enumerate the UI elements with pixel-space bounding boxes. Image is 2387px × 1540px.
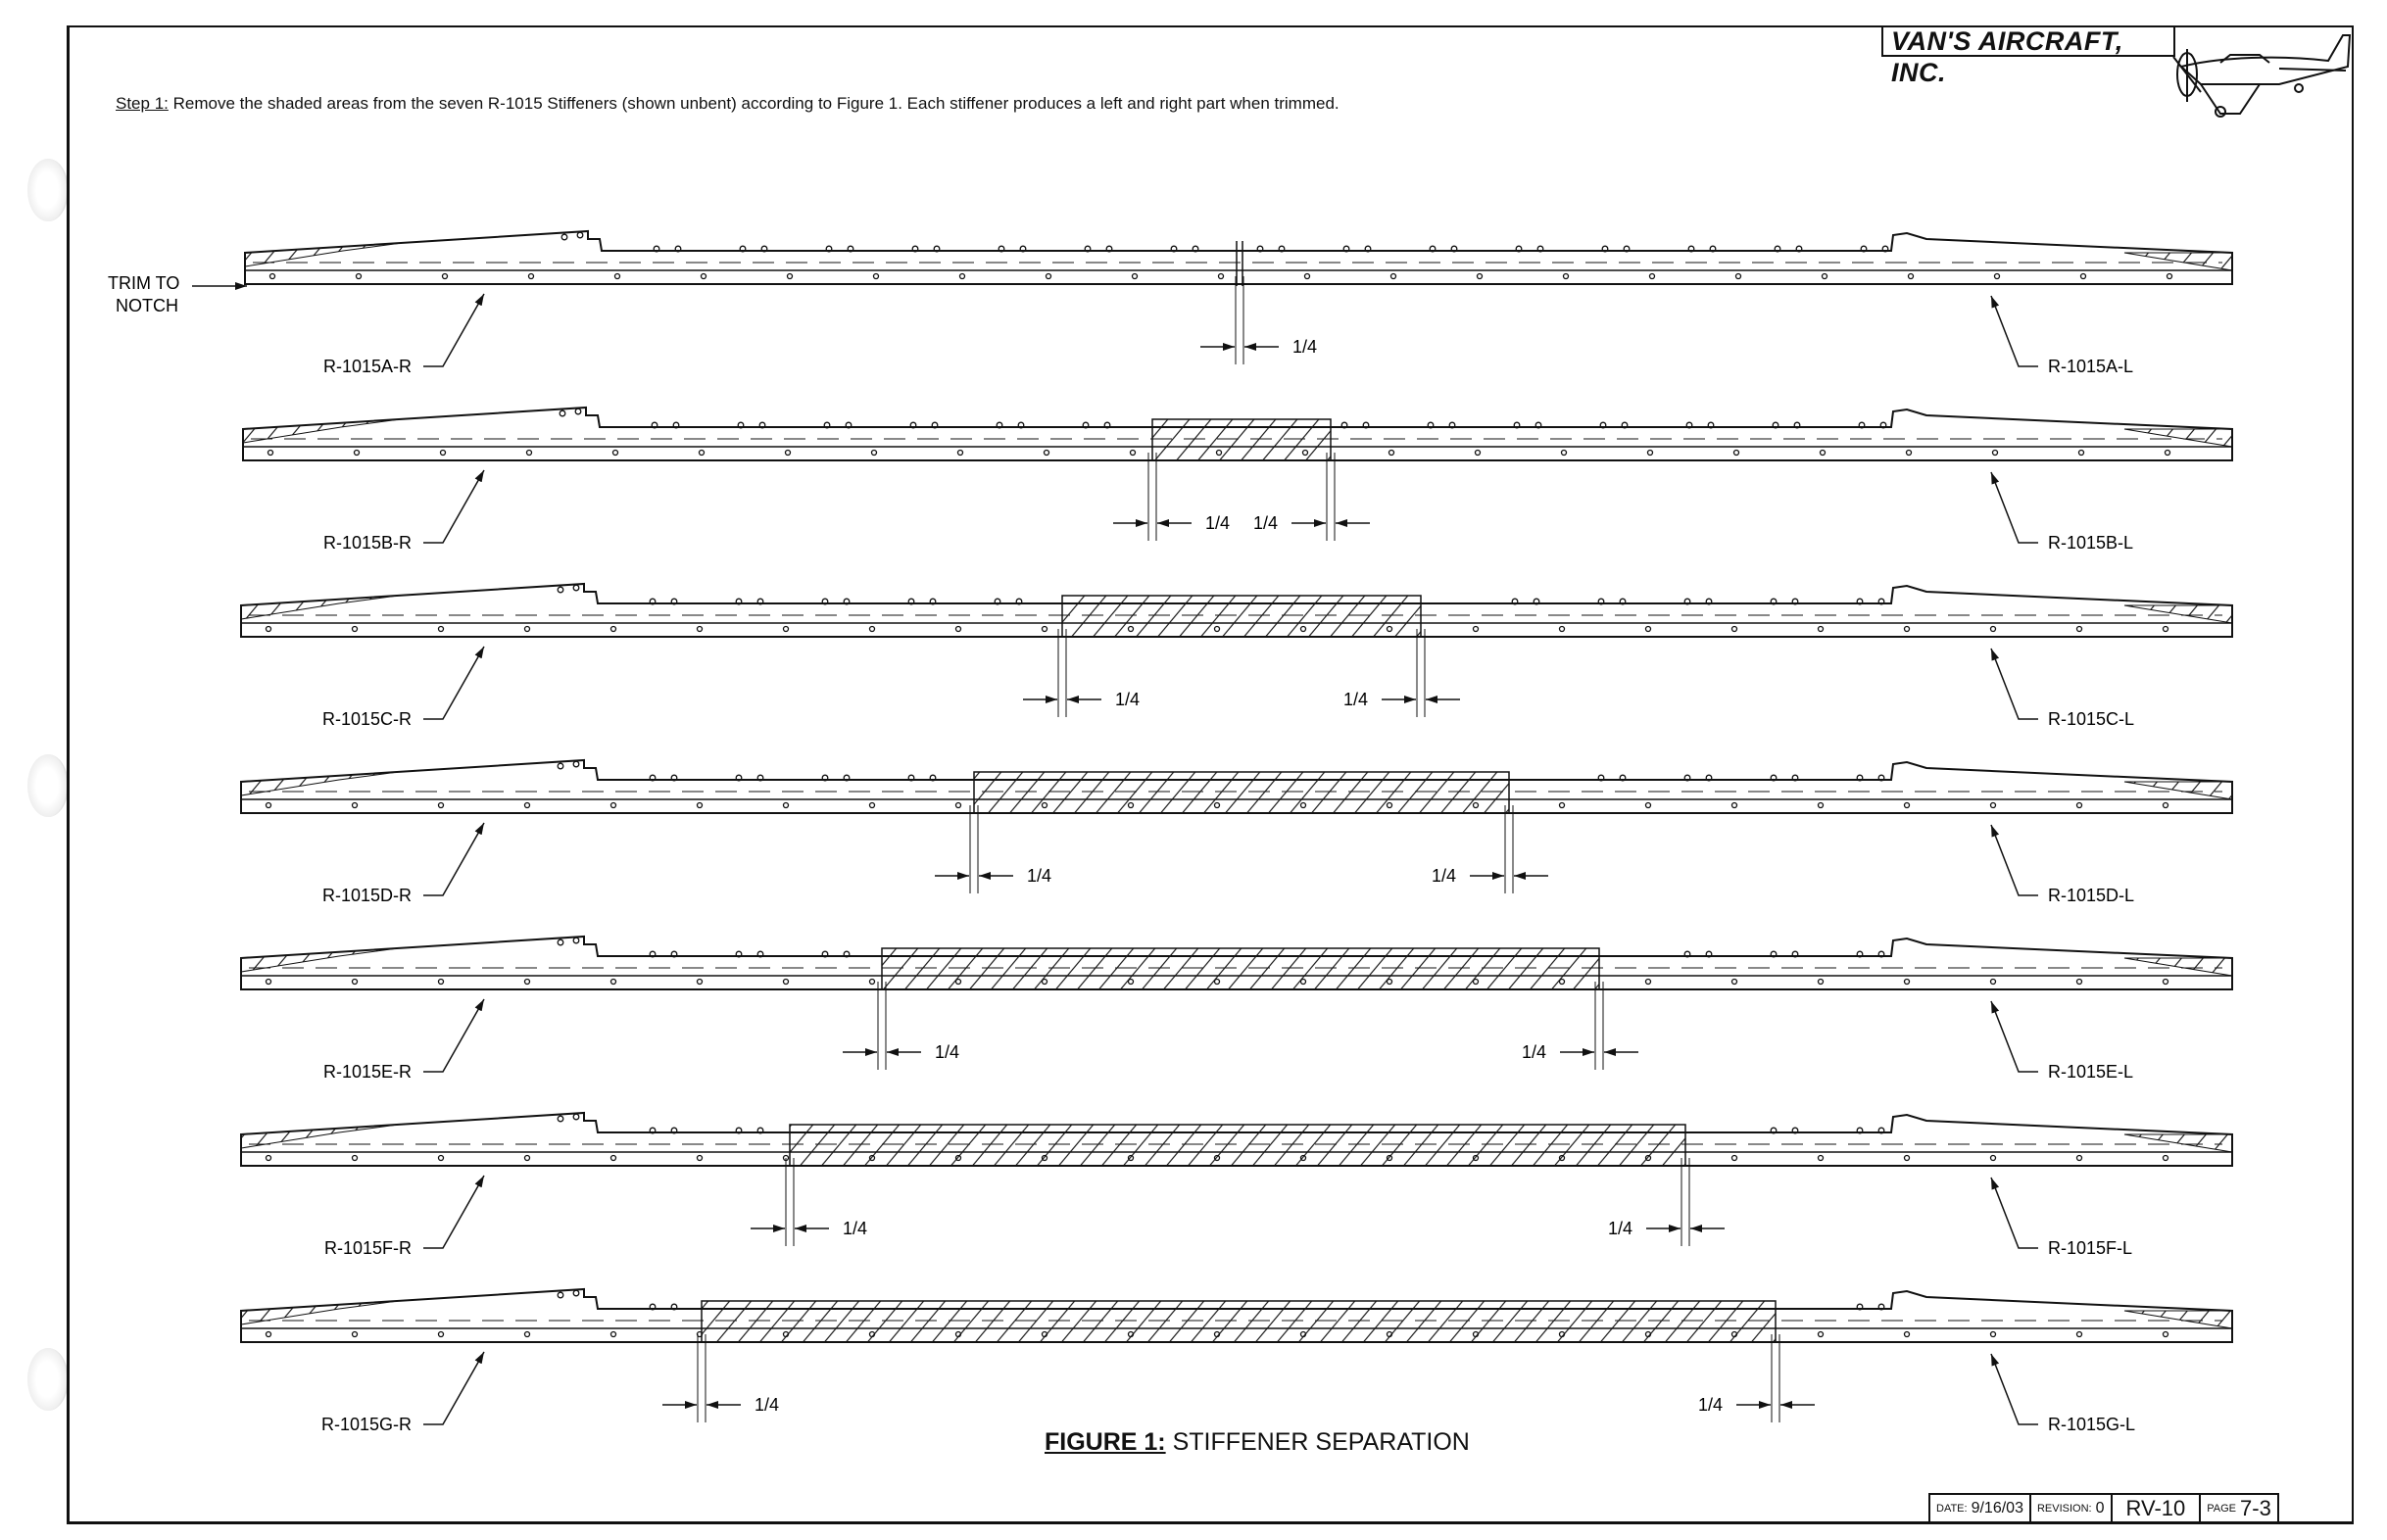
- figure-caption: [1045, 1428, 1470, 1457]
- rivet-hole: [2164, 803, 2168, 808]
- rivet-hole: [558, 1292, 563, 1298]
- rivet-hole: [1564, 274, 1569, 279]
- leader-left: [1991, 1178, 2038, 1248]
- rivet-hole: [613, 451, 618, 456]
- rivet-hole: [872, 451, 877, 456]
- rivet-hole: [267, 803, 271, 808]
- part-label-right: R-1015C-R: [321, 709, 412, 729]
- rivet-hole: [1905, 803, 1910, 808]
- part-label-right: R-1015E-R: [322, 1062, 412, 1082]
- rivet-hole: [870, 980, 875, 985]
- rivet-hole: [1646, 627, 1651, 632]
- taper-right: [2124, 958, 2232, 976]
- part-label-left: R-1015D-L: [2048, 886, 2135, 905]
- rivet-hole: [1391, 274, 1396, 279]
- rivet-hole: [558, 763, 563, 769]
- rivet-hole: [1562, 451, 1567, 456]
- removed-section: [974, 772, 1509, 813]
- rivet-hole: [1474, 627, 1479, 632]
- rivet-hole: [2164, 627, 2168, 632]
- rivet-hole: [1646, 980, 1651, 985]
- leader-left: [1991, 472, 2038, 543]
- rivet-hole: [575, 409, 581, 414]
- stiffener-row-f: [241, 1113, 2232, 1258]
- rivet-hole: [698, 1156, 703, 1161]
- rivet-hole: [611, 1332, 616, 1337]
- leader-right: [423, 647, 484, 719]
- rivet-hole: [2079, 451, 2084, 456]
- trim-callout-line1: TRIM TO: [108, 273, 180, 293]
- dimension-label: 1/4: [935, 1042, 960, 1062]
- rivet-hole: [439, 1156, 444, 1161]
- rivet-hole: [1991, 1156, 1996, 1161]
- rivet-hole: [1995, 274, 2000, 279]
- part-label-right: R-1015B-R: [322, 533, 412, 553]
- page-label: PAGE: [2207, 1503, 2237, 1515]
- part-label-left: R-1015C-L: [2048, 709, 2135, 729]
- rivet-hole: [529, 274, 534, 279]
- rivet-hole: [1560, 803, 1565, 808]
- rivet-hole: [1909, 274, 1914, 279]
- step-label: Step 1:: [116, 94, 169, 113]
- figure-caption-title: STIFFENER SEPARATION: [1172, 1428, 1470, 1456]
- rivet-hole: [355, 451, 360, 456]
- rivet-hole: [267, 980, 271, 985]
- rivet-hole: [870, 627, 875, 632]
- rivet-hole: [439, 803, 444, 808]
- rivet-hole: [958, 451, 963, 456]
- rivet-hole: [525, 1156, 530, 1161]
- dimension-label: 1/4: [1252, 513, 1278, 533]
- rivet-hole: [2168, 274, 2172, 279]
- rivet-hole: [1646, 803, 1651, 808]
- rivet-hole: [956, 803, 961, 808]
- rivet-hole: [1819, 803, 1824, 808]
- rivet-hole: [267, 1156, 271, 1161]
- part-label-left: R-1015G-L: [2048, 1415, 2136, 1434]
- rivet-hole: [353, 1156, 358, 1161]
- rivet-hole: [1476, 451, 1481, 456]
- title-block-date: [1930, 1495, 2031, 1522]
- part-label-left: R-1015F-L: [2048, 1238, 2133, 1258]
- part-label-left: R-1015E-L: [2048, 1062, 2134, 1082]
- rivet-hole: [1219, 274, 1224, 279]
- rivet-hole: [1560, 627, 1565, 632]
- rivet-hole: [1734, 451, 1739, 456]
- removed-section: [702, 1301, 1776, 1342]
- part-label-right: R-1015G-R: [320, 1415, 412, 1434]
- stiffener-row-g: [241, 1289, 2232, 1434]
- rivet-hole: [561, 234, 567, 240]
- leader-left: [1991, 825, 2038, 895]
- dimension-label: 1/4: [1697, 1395, 1723, 1415]
- dimension-label: 1/4: [1292, 337, 1318, 357]
- rivet-hole: [1823, 274, 1827, 279]
- trim-callout-line2: NOTCH: [116, 296, 178, 315]
- rivet-hole: [439, 980, 444, 985]
- title-block-revision: [2031, 1495, 2113, 1522]
- rivet-hole: [267, 627, 271, 632]
- rivet-hole: [525, 627, 530, 632]
- rivet-hole: [698, 803, 703, 808]
- rivet-hole: [2077, 980, 2082, 985]
- rivet-hole: [1736, 274, 1741, 279]
- rivet-hole: [1732, 627, 1737, 632]
- rivet-hole: [1650, 274, 1655, 279]
- revision-value: 0: [2095, 1500, 2105, 1516]
- dimension-label: 1/4: [1607, 1219, 1632, 1238]
- rivet-hole: [1133, 274, 1138, 279]
- page-value: 7-3: [2240, 1496, 2271, 1520]
- rivet-hole: [1905, 1156, 1910, 1161]
- rivet-hole: [443, 274, 448, 279]
- rivet-hole: [611, 980, 616, 985]
- rivet-hole: [698, 627, 703, 632]
- rivet-hole: [784, 980, 789, 985]
- rivet-hole: [611, 803, 616, 808]
- stiffener-outline: [245, 231, 2232, 284]
- part-label-left: R-1015B-L: [2048, 533, 2134, 553]
- removed-section: [882, 948, 1599, 989]
- rivet-hole: [558, 939, 563, 945]
- rivet-hole: [1131, 451, 1136, 456]
- rivet-hole: [611, 627, 616, 632]
- rivet-hole: [2077, 1332, 2082, 1337]
- rivet-hole: [558, 1116, 563, 1122]
- part-label-right: R-1015F-R: [323, 1238, 412, 1258]
- rivet-hole: [1478, 274, 1483, 279]
- rivet-hole: [786, 451, 791, 456]
- rivet-hole: [560, 410, 565, 416]
- rivet-hole: [573, 585, 579, 591]
- rivet-hole: [1043, 627, 1047, 632]
- rivet-hole: [1819, 1332, 1824, 1337]
- rivet-hole: [1819, 1156, 1824, 1161]
- rivet-hole: [2164, 1156, 2168, 1161]
- rivet-hole: [353, 803, 358, 808]
- rivet-hole: [525, 803, 530, 808]
- rivet-hole: [2077, 627, 2082, 632]
- rivet-hole: [1045, 451, 1049, 456]
- dimension-label: 1/4: [843, 1219, 868, 1238]
- stiffener-list: [241, 231, 2232, 1434]
- dimension-label: 1/4: [1115, 690, 1141, 709]
- rivet-hole: [1047, 274, 1051, 279]
- rivet-hole: [270, 274, 275, 279]
- rivet-hole: [573, 761, 579, 767]
- taper-right: [2124, 429, 2232, 447]
- rivet-hole: [1905, 1332, 1910, 1337]
- rivet-hole: [956, 627, 961, 632]
- rivet-hole: [2166, 451, 2170, 456]
- rivet-hole: [702, 274, 706, 279]
- dimension-label: 1/4: [1205, 513, 1231, 533]
- leader-right: [423, 999, 484, 1072]
- stiffener-row-c: [241, 584, 2232, 729]
- date-value: 9/16/03: [1971, 1500, 2023, 1516]
- rivet-hole: [1907, 451, 1912, 456]
- removed-section: [1062, 596, 1421, 637]
- rivet-hole: [2164, 980, 2168, 985]
- rivet-hole: [357, 274, 362, 279]
- rivet-hole: [1991, 980, 1996, 985]
- leader-right: [423, 1176, 484, 1248]
- rivet-hole: [1993, 451, 1998, 456]
- rivet-hole: [698, 980, 703, 985]
- stiffener-row-b: [243, 408, 2232, 553]
- rivet-hole: [353, 1332, 358, 1337]
- date-label: DATE:: [1936, 1503, 1968, 1515]
- taper-right: [2124, 253, 2232, 270]
- rivet-hole: [1819, 627, 1824, 632]
- taper-right: [2124, 605, 2232, 623]
- taper-right: [2124, 1134, 2232, 1152]
- leader-right: [423, 823, 484, 895]
- rivet-hole: [353, 980, 358, 985]
- rivet-hole: [1732, 1156, 1737, 1161]
- figure-caption-label: FIGURE 1:: [1045, 1428, 1166, 1456]
- leader-left: [1991, 649, 2038, 719]
- taper-right: [2124, 782, 2232, 799]
- rivet-hole: [615, 274, 620, 279]
- rivet-hole: [353, 627, 358, 632]
- rivet-hole: [1991, 627, 1996, 632]
- rivet-hole: [1732, 803, 1737, 808]
- removed-section: [790, 1125, 1685, 1166]
- part-label-left: R-1015A-L: [2048, 357, 2134, 376]
- rivet-hole: [788, 274, 793, 279]
- rivet-hole: [525, 980, 530, 985]
- rivet-hole: [577, 232, 583, 238]
- rivet-hole: [1732, 980, 1737, 985]
- brand-title: VAN'S AIRCRAFT, INC.: [1881, 25, 2175, 57]
- leader-left: [1991, 1001, 2038, 1072]
- rivet-hole: [2081, 274, 2086, 279]
- title-block: [1928, 1493, 2279, 1522]
- rivet-hole: [1821, 451, 1826, 456]
- rivet-hole: [1389, 451, 1394, 456]
- rivet-hole: [2077, 803, 2082, 808]
- rivet-hole: [573, 1290, 579, 1296]
- rivet-hole: [525, 1332, 530, 1337]
- rivet-hole: [1991, 1332, 1996, 1337]
- rivet-hole: [1905, 627, 1910, 632]
- model-value: RV-10: [2125, 1496, 2186, 1520]
- rivet-hole: [1991, 803, 1996, 808]
- dimension-label: 1/4: [1431, 866, 1456, 886]
- rivet-hole: [2164, 1332, 2168, 1337]
- rivet-hole: [439, 627, 444, 632]
- rivet-hole: [1905, 980, 1910, 985]
- rivet-hole: [1648, 451, 1653, 456]
- rivet-hole: [573, 938, 579, 943]
- leader-right: [423, 1352, 484, 1424]
- rivet-hole: [870, 803, 875, 808]
- rivet-hole: [784, 803, 789, 808]
- rivet-hole: [611, 1156, 616, 1161]
- rivet-hole: [558, 587, 563, 593]
- leader-right: [423, 470, 484, 543]
- rivet-hole: [784, 627, 789, 632]
- title-block-model: [2113, 1495, 2202, 1522]
- leader-left: [1991, 1354, 2038, 1424]
- rivet-hole: [573, 1114, 579, 1120]
- dimension-label: 1/4: [1521, 1042, 1546, 1062]
- rivet-hole: [874, 274, 879, 279]
- rivet-hole: [267, 1332, 271, 1337]
- part-label-right: R-1015A-R: [322, 357, 412, 376]
- rivet-hole: [439, 1332, 444, 1337]
- rivet-hole: [441, 451, 446, 456]
- rivet-hole: [268, 451, 273, 456]
- dimension-label: 1/4: [1342, 690, 1368, 709]
- stiffener-row-e: [241, 937, 2232, 1082]
- rivet-hole: [700, 451, 705, 456]
- step-text: Remove the shaded areas from the seven R-1015 Stiffeners (shown unbent) according to Figure 1. Each stiffener produces a left and right part when trimmed.: [172, 94, 1340, 113]
- revision-label: REVISION:: [2036, 1503, 2092, 1515]
- dimension-label: 1/4: [755, 1395, 780, 1415]
- part-label-right: R-1015D-R: [321, 886, 412, 905]
- rivet-hole: [1305, 274, 1310, 279]
- taper-right: [2124, 1311, 2232, 1328]
- rivet-hole: [527, 451, 532, 456]
- dimension-label: 1/4: [1027, 866, 1052, 886]
- rivet-hole: [960, 274, 965, 279]
- stiffener-row-a: [245, 231, 2232, 376]
- rivet-hole: [2077, 1156, 2082, 1161]
- leader-left: [1991, 296, 2038, 366]
- stiffener-row-d: [241, 760, 2232, 905]
- title-block-page: [2201, 1495, 2277, 1522]
- rivet-hole: [1819, 980, 1824, 985]
- leader-right: [423, 294, 484, 366]
